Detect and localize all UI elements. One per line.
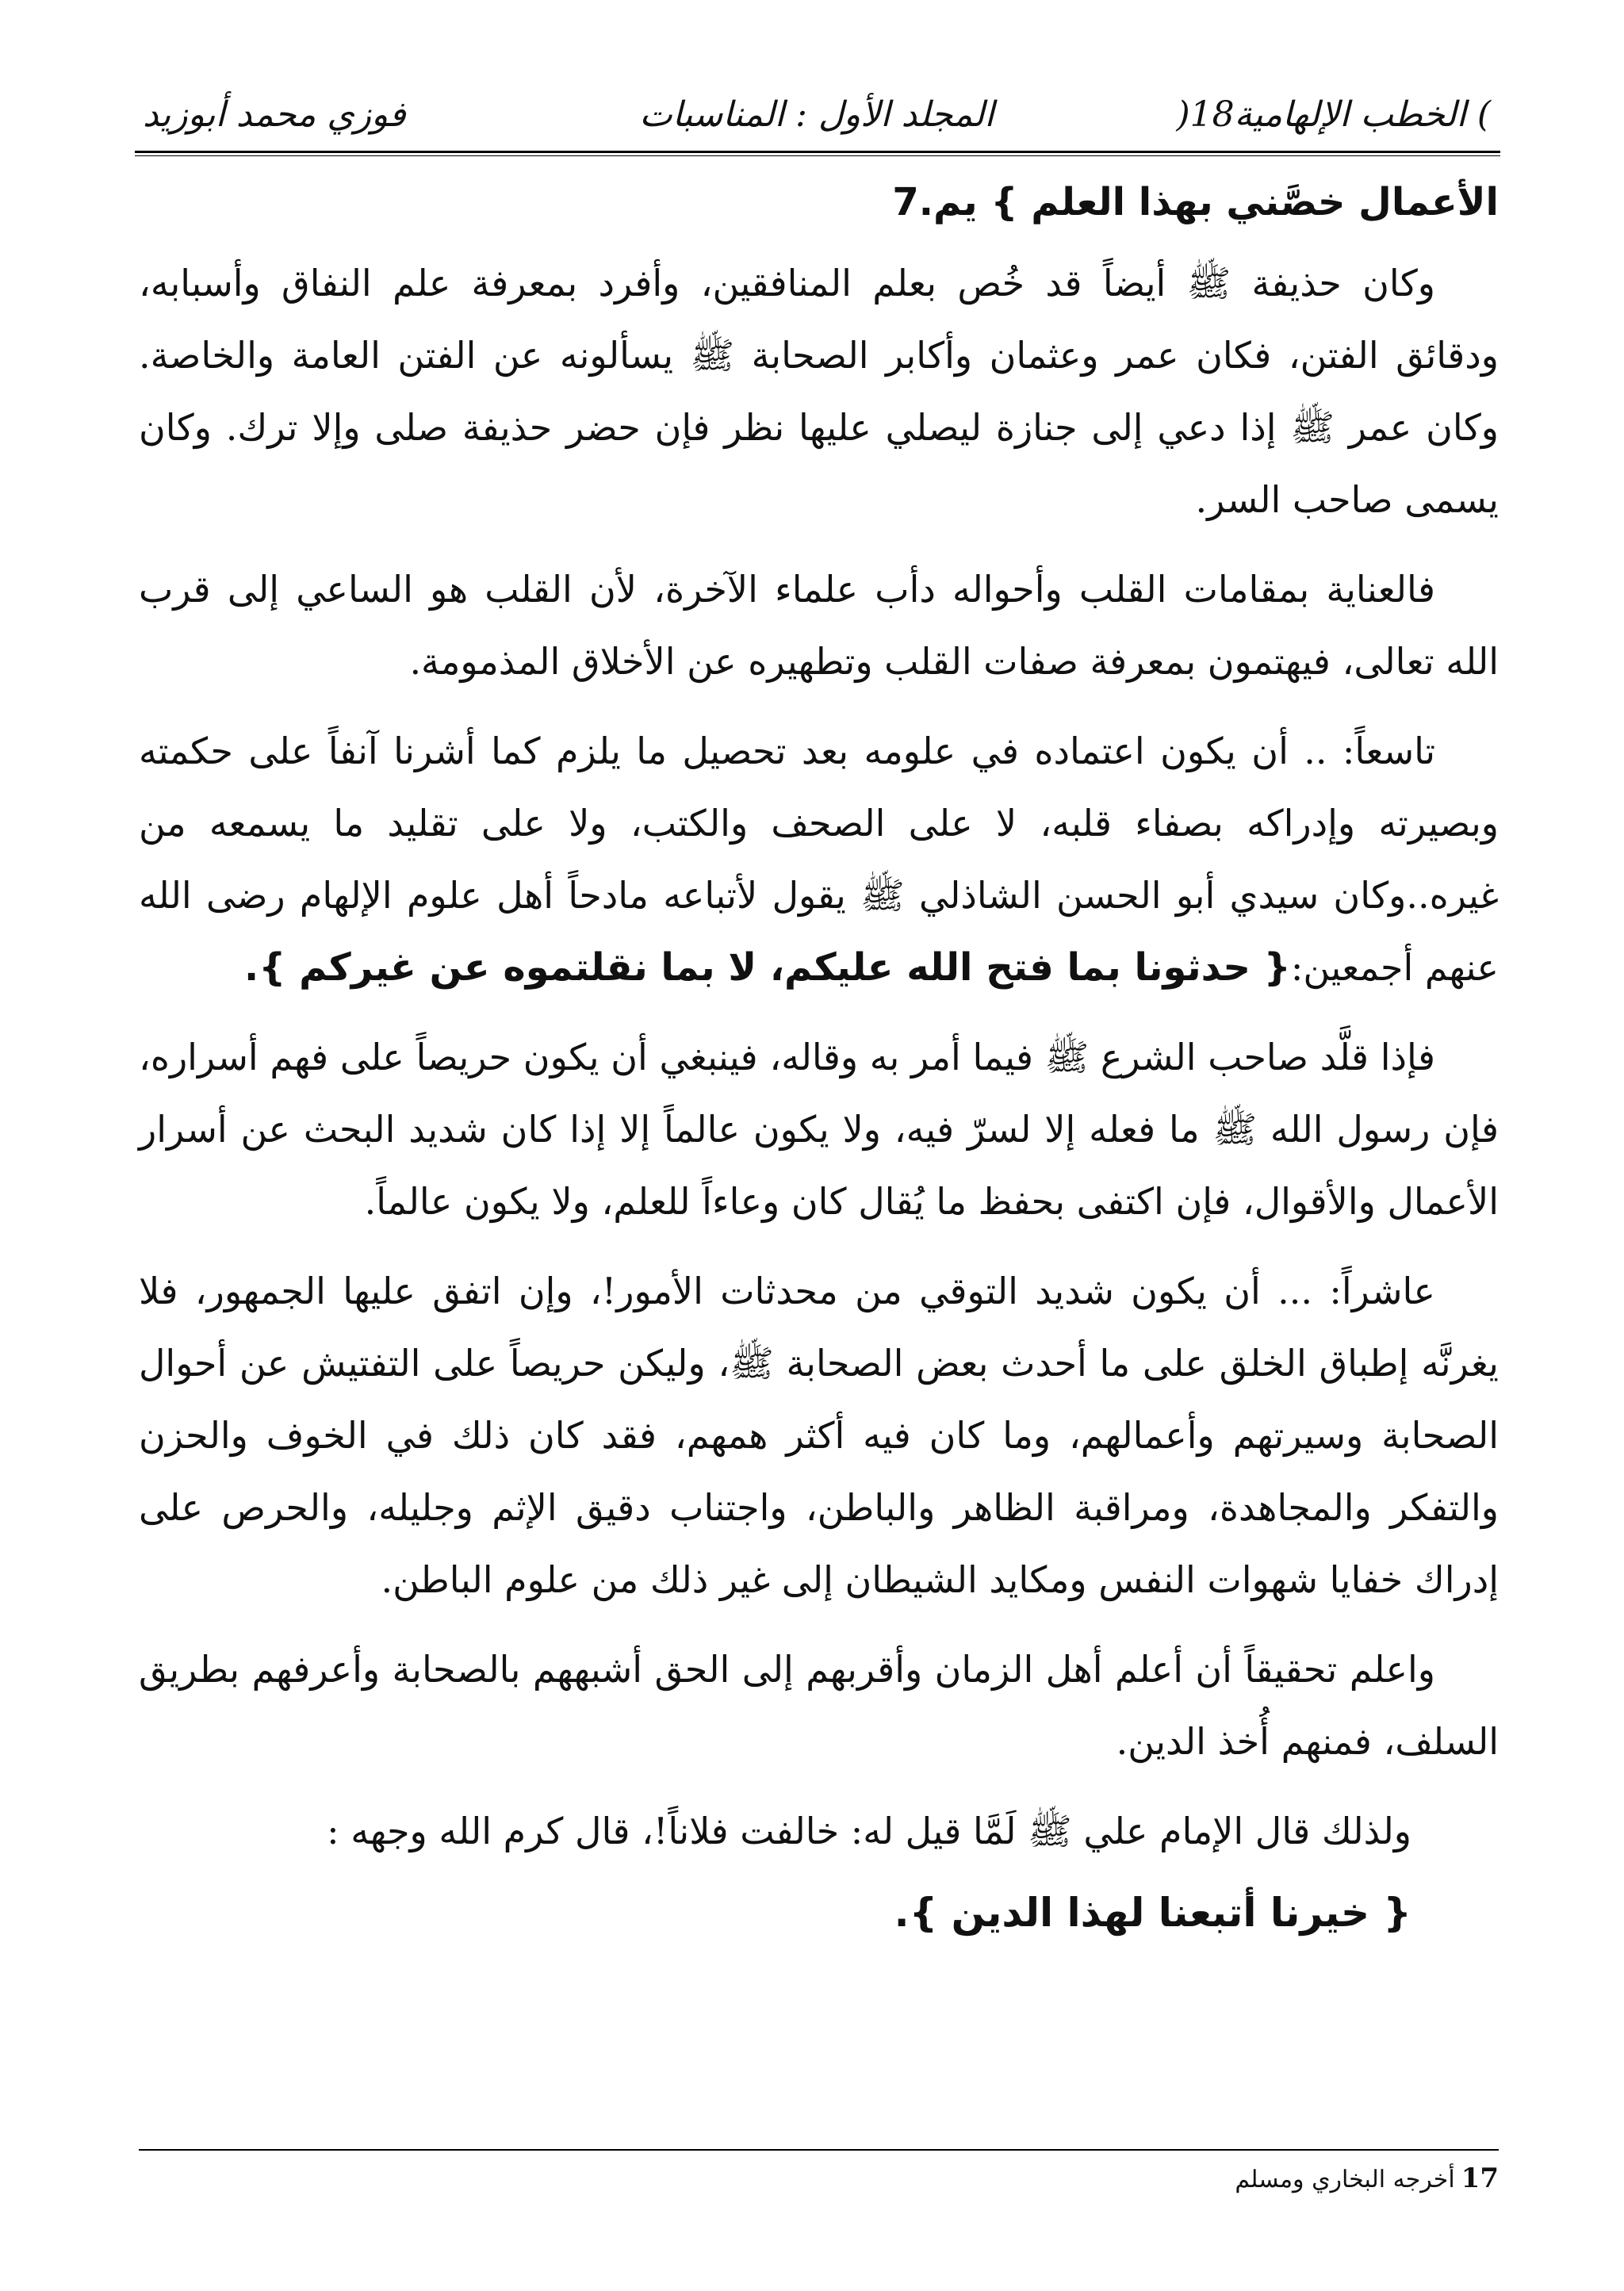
paragraph-1: وكان حذيفة ﷺ أيضاً قد خُص بعلم المنافقين، وأفرد بمعرفة علم النفاق وأسبابه، ودقائق الفتن، فكان عمر وعثمان وأكابر الصحابة ﷺ يسألونه عن الفتن العامة والخاصة. وكان عمر ﷺ إذا دعي إلى جنازة ليصلي عليها نظر فإن حضر حذيفة صلى وإلا ترك. وكان يسمى صاحب السر. <box>139 262 1499 521</box>
header-rule-thin <box>135 155 1500 156</box>
paragraph-3-quote: { حدثونا بما فتح الله عليكم، لا بما نقلتموه عن غيركم }. <box>244 945 1291 990</box>
continued-heading: الأعمال خصَّني بهذا العلم } يم.7 <box>892 180 1499 224</box>
header-book-title: ) الخطب الإلهامية18( <box>1176 94 1491 135</box>
header-author: فوزي محمد أبوزيد <box>143 94 406 135</box>
header-volume: المجلد الأول : المناسبات <box>639 94 994 135</box>
footnote-text: أخرجه البخاري ومسلم <box>1235 2166 1455 2193</box>
paragraph-5: عاشراً: ... أن يكون شديد التوقي من محدثات الأمور!، وإن اتفق عليها الجمهور، فلا يغرنَّه إطباق الخلق على ما أحدث بعض الصحابة ﷺ، وليكن حريصاً على التفتيش عن أحوال الصحابة وسيرتهم وأعمالهم، وما كان فيه أكثر همهم، فقد كان ذلك في الخوف والحزن والتفكر والمجاهدة، ومراقبة الظاهر والباطن، واجتناب دقيق الإثم وجليله، والحرص على إدراك خفايا شهوات النفس ومكايد الشيطان إلى غير ذلك من علوم الباطن. <box>139 1270 1499 1601</box>
footnote-number: 17 <box>1461 2163 1499 2194</box>
paragraph-2: فالعناية بمقامات القلب وأحواله دأب علماء الآخرة، لأن القلب هو الساعي إلى قرب الله تعالى، فيهتمون بمعرفة صفات القلب وتطهيره عن الأخلاق المذمومة. <box>139 568 1499 683</box>
paragraph-3-text: تاسعاً: .. أن يكون اعتماده في علومه بعد تحصيل ما يلزم كما أشرنا آنفاً على حكمته وبصيرته وإدراكه بصفاء قلبه، لا على الصحف والكتب، ولا على تقليد ما يسمعه من غيره..وكان سيدي أبو الحسن الشاذلي ﷺ يقول لأتباعه مادحاً أهل علوم الإلهام رضى الله عنهم أجمعين: <box>139 730 1499 989</box>
paragraph-6: واعلم تحقيقاً أن أعلم أهل الزمان وأقربهم إلى الحق أشبههم بالصحابة وأعرفهم بطريق السلف، فمنهم أُخذ الدين. <box>139 1648 1499 1763</box>
footnote-rule <box>139 2149 1499 2151</box>
closing-quote: { خيرنا أتبعنا لهذا الدين }. <box>894 1890 1411 1936</box>
paragraph-4: فإذا قلَّد صاحب الشرع ﷺ فيما أمر به وقاله، فينبغي أن يكون حريصاً على فهم أسراره، فإن رسول الله ﷺ ما فعله إلا لسرّ فيه، ولا يكون عالماً إلا إذا كان شديد البحث عن أسرار الأعمال والأقوال، فإن اكتفى بحفظ ما يُقال كان وعاءاً للعلم، ولا يكون عالماً. <box>139 1036 1499 1223</box>
footnote <box>1235 2159 1499 2200</box>
running-header <box>143 87 1491 143</box>
header-rule <box>135 151 1500 153</box>
body-text <box>139 167 1499 1967</box>
paragraph-3 <box>139 715 1499 1004</box>
paragraph-7: ولذلك قال الإمام علي ﷺ لَمَّا قيل له: خالفت فلاناً!، قال كرم الله وجهه : <box>327 1810 1411 1852</box>
